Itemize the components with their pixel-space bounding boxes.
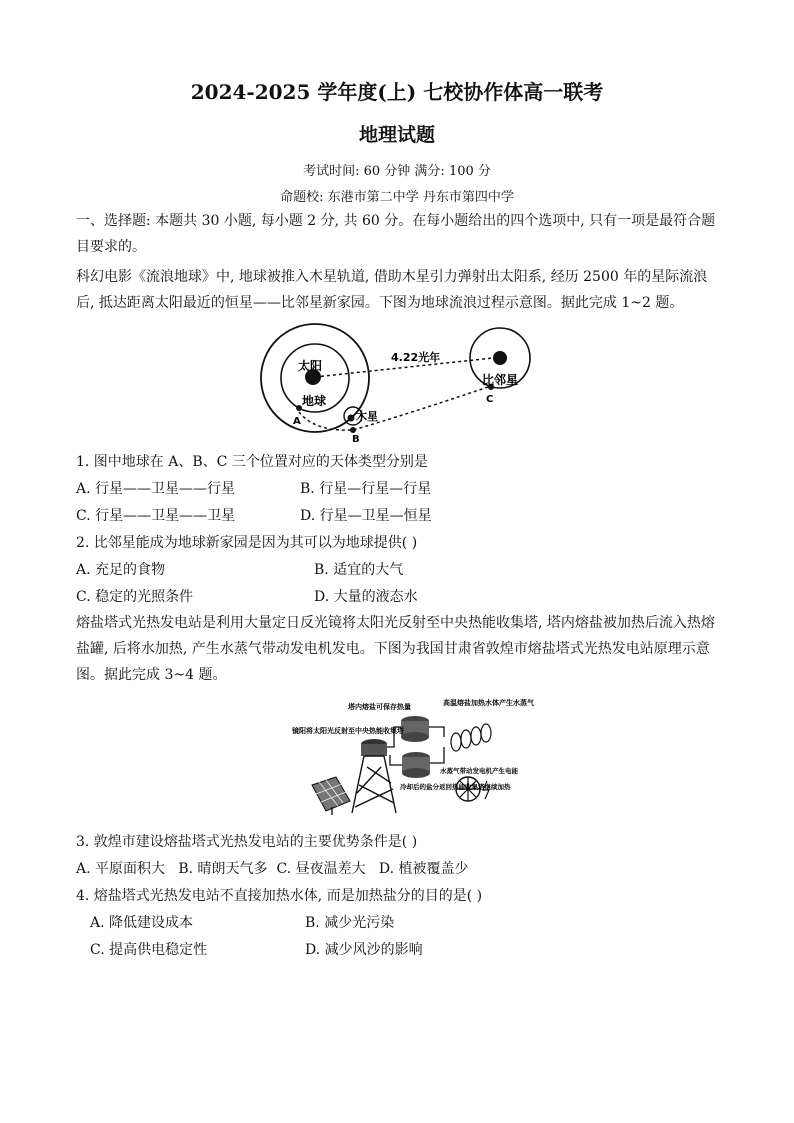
question-1-option-b: B. 行星—行星—行星	[300, 481, 432, 497]
question-1-option-d: D. 行星—卫星—恒星	[300, 508, 432, 524]
author-schools: 命题校: 东港市第二中学 丹东市第四中学	[280, 190, 514, 205]
question-2-stem: 2. 比邻星能成为地球新家园是因为其可以为地球提供( )	[76, 535, 418, 551]
wandering-earth-diagram	[255, 320, 545, 445]
label-store-text: 塔内熔盐可保存热量	[348, 703, 411, 711]
question-2-option-d: D. 大量的液态水	[314, 589, 418, 605]
subject-title: 地理试题	[358, 124, 435, 146]
question-4-stem: 4. 熔盐塔式光热发电站不直接加热水体, 而是加热盐分的目的是( )	[76, 888, 483, 904]
label-steam-text: 水蒸气带动发电机产生电能	[440, 767, 518, 775]
question-1-stem: 1. 图中地球在 A、B、C 三个位置对应的天体类型分别是	[76, 454, 428, 470]
label-mirror-text: 镜阳将太阳光反射至中央热能收集塔	[292, 727, 404, 735]
question-2-option-a: A. 充足的食物	[76, 562, 166, 578]
heat-exchanger-icon	[451, 724, 491, 751]
point-c-label: C	[486, 394, 494, 405]
mirror-panel-icon	[312, 777, 350, 815]
question-4-option-a: A. 降低建设成本	[90, 915, 194, 931]
question-1-option-a: A. 行星——卫星——行星	[76, 481, 236, 497]
tower-icon	[352, 739, 396, 813]
section-instructions: 一、选择题: 本题共 30 小题, 每小题 2 分, 共 60 分。在每小题给出的四个选项中, 只有一项是最符合题目要求的。	[76, 213, 716, 255]
earth-point-b	[350, 427, 356, 433]
sun-label: 太阳	[298, 359, 323, 373]
question-1-option-c: C. 行星——卫星——卫星	[76, 508, 236, 524]
point-a-label: A	[293, 416, 301, 427]
exam-info: 考试时间: 60 分钟 满分: 100 分	[303, 164, 491, 179]
question-4-option-d: D. 减少风沙的影响	[305, 942, 423, 958]
jupiter-icon	[348, 415, 355, 422]
question-3-stem: 3. 敦煌市建设熔盐塔式光热发电站的主要优势条件是( )	[76, 834, 418, 850]
question-4-option-c: C. 提高供电稳定性	[90, 942, 208, 958]
point-b-label: B	[352, 434, 360, 445]
cold-salt-tank-icon	[402, 752, 430, 778]
passage-1: 科幻电影《流浪地球》中, 地球被推入木星轨道, 借助木星引力弹射出太阳系, 经历 2500 年的星际流浪后, 抵达距离太阳最近的恒星——比邻星新家园。下图为地球流浪过程示意图。据此完成 1~2 题。	[76, 269, 708, 311]
label-cool-text: 冷却后的盐分返回热能收集塔继续加热	[400, 783, 511, 791]
distance-label: 4.22光年	[391, 351, 441, 364]
jupiter-label: 木星	[356, 410, 378, 423]
label-heat-text: 高温熔盐加热水体产生水蒸气	[443, 699, 534, 707]
migration-path	[299, 386, 494, 430]
solar-plant-diagram	[290, 697, 534, 817]
question-3-options: A. 平原面积大 B. 晴朗天气多 C. 昼夜温差大 D. 植被覆盖少	[76, 861, 469, 877]
passage-2: 熔盐塔式光热发电站是利用大量定日反光镜将太阳光反射至中央热能收集塔, 塔内熔盐被加热后流入热熔盐罐, 后将水加热, 产生水蒸气带动发电机发电。下图为我国甘肃省敦煌市熔盐塔式光热发电站原理示意图。据此完成 3~4 题。	[76, 615, 715, 683]
proxima-label: 比邻星	[482, 373, 519, 387]
earth-label: 地球	[302, 394, 327, 408]
exam-title: 2024-2025 学年度(上) 七校协作体高一联考	[190, 80, 604, 104]
proxima-star-icon	[493, 351, 507, 365]
question-4-option-b: B. 减少光污染	[305, 915, 395, 931]
question-2-option-c: C. 稳定的光照条件	[76, 589, 194, 605]
hot-salt-tank-icon	[401, 716, 429, 742]
question-2-option-b: B. 适宜的大气	[314, 562, 404, 578]
